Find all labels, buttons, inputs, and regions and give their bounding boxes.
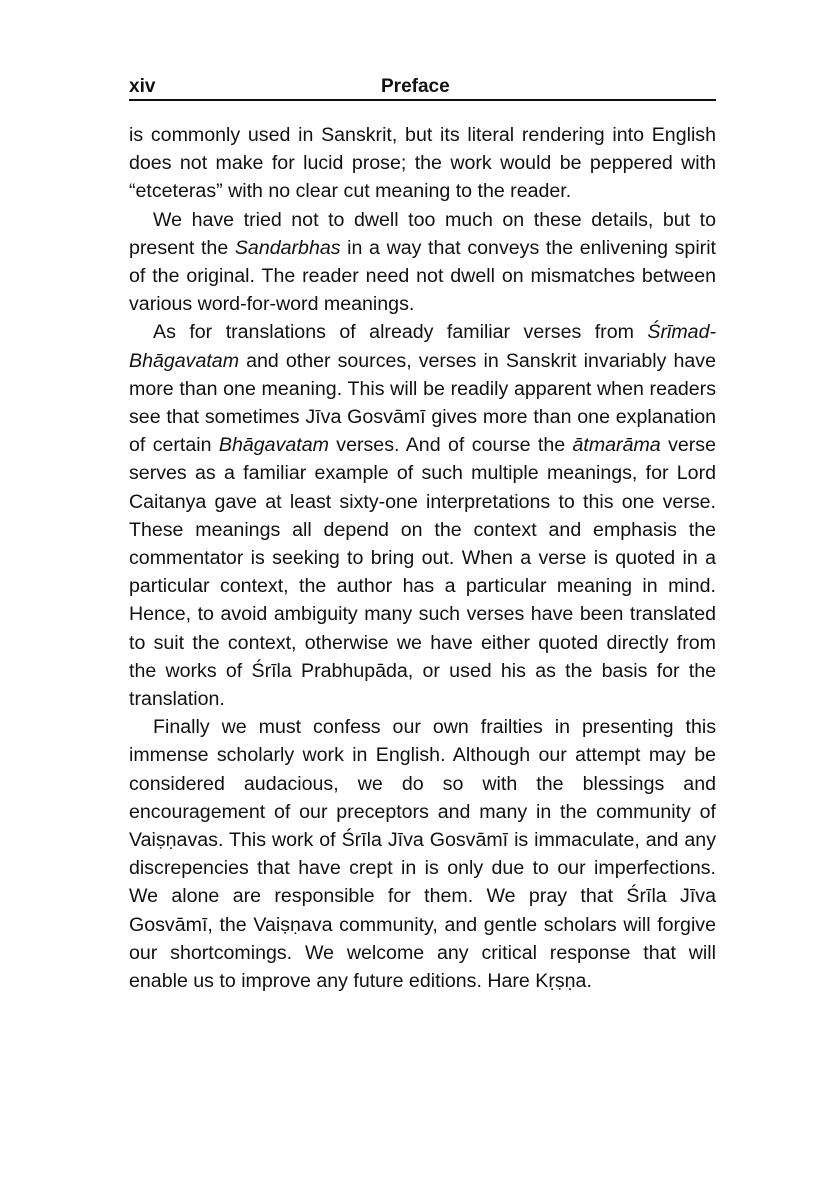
italic-term: Bhāgavatam [218,434,329,457]
body-paragraph [129,121,716,206]
text-run: We have tried not to dwell too much on these details, but to present the [129,208,716,259]
text-run: and other sources, verses in Sanskrit invariably have more than one meaning. This will be readily apparent when readers see that sometimes Jīva Gosvāmī gives more than one explanation of certain [129,349,716,457]
page-header [129,74,716,101]
body-paragraph [129,318,716,713]
text-run: verse serves as a familiar example of such multiple meanings, for Lord Caitanya gave at least sixty-one interpretations to this one verse. These meanings all depend on the context and emphasis the commentator is seeking to bring out. When a verse is quoted in a particular context, the author has a particular meaning in mind. Hence, to avoid ambiguity many such verses have been translated to suit the context, otherwise we have either quoted directly from the works of Śrīla Prabhupāda, or used his as the basis for the translation. [129,434,716,711]
text-run: in a way that conveys the enlivening spirit of the original. The reader need not dwell on mismatches between various word-for-word meanings. [129,236,716,316]
body-paragraph [129,713,716,995]
italic-term: ātmarāma [572,434,661,457]
book-page [129,74,716,995]
italic-term: Sandarbhas [234,236,341,259]
text-run: is commonly used in Sanskrit, but its literal rendering into English does not make for lucid prose; the work would be peppered with “etceteras” with no clear cut meaning to the reader. [129,124,716,203]
text-run: verses. And of course the [328,434,573,457]
text-run: Finally we must confess our own frailties in presenting this immense scholarly work in English. Although our attempt may be considered audacious, we do so with the blessings and encouragement of our preceptors and many in the community of Vaiṣṇavas. This work of Śrīla Jīva Gosvāmī is immaculate, and any discrepencies that have crept in is only due to our imperfections. We alone are responsible for them. We pray that Śrīla Jīva Gosvāmī, the Vaiṣṇava community, and gentle scholars will forgive our shortcomings. We welcome any critical response that will enable us to improve any future editions. Hare Kṛṣṇa. [129,716,716,993]
page-number: xiv [129,76,156,97]
body-text [129,121,716,995]
text-run: As for translations of already familiar verses from [153,321,648,344]
italic-term: Śrīmad-Bhāgavatam [129,321,716,372]
running-title: Preface [381,76,450,97]
body-paragraph [129,206,716,319]
